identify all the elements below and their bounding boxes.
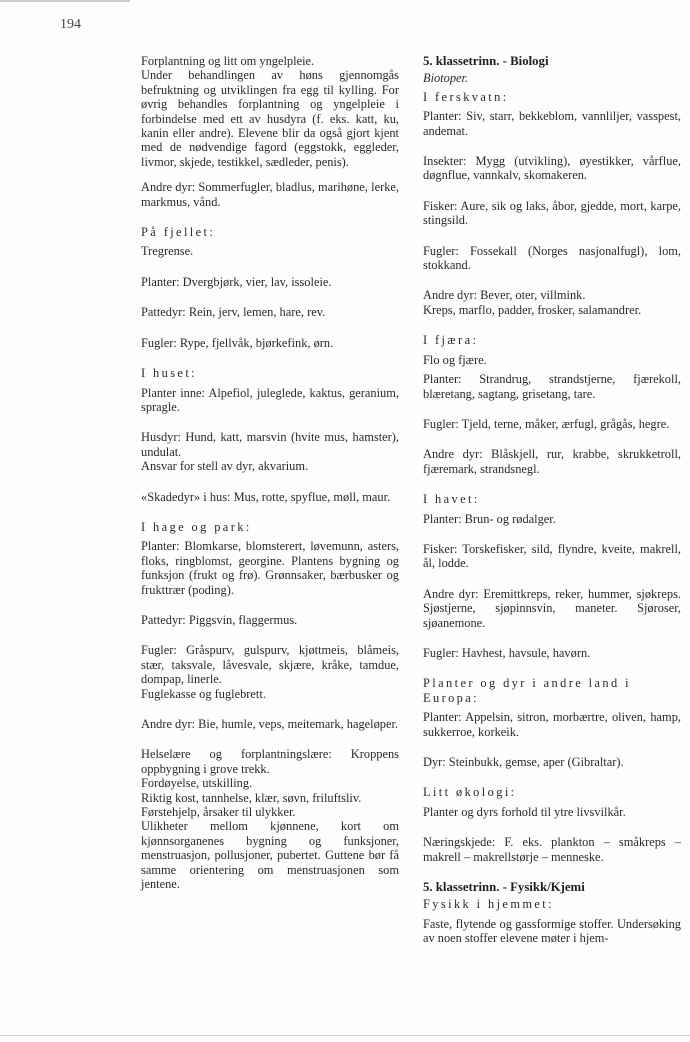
text-line: Husdyr: Hund, katt, marsvin (hvite mus, hamster), undulat. — [141, 430, 399, 459]
paragraph-forplantning — [141, 54, 399, 169]
fjaera-andre-dyr: Andre dyr: Blåskjell, rur, krabbe, skrukketroll, fjæremark, strandsnegl. — [423, 447, 681, 476]
europa-dyr: Dyr: Steinbukk, gemse, aper (Gibraltar). — [423, 755, 624, 769]
section-heading-fjaera: I fjæra: — [423, 333, 479, 348]
page-number: 194 — [60, 17, 81, 32]
fjellet-fugler: Fugler: Rype, fjellvåk, bjørkefink, ørn. — [141, 335, 334, 350]
text-line: Helselære og forplantningslære: Kroppens oppbygning i grove trekk. — [141, 747, 399, 776]
text-line: Forplantning og litt om yngelpleie. — [141, 54, 315, 68]
text-line: Ulikheter mellom kjønnene, kort om kjønnsorganenes bygning og funksjoner, menstruasjon, pollusjoner, pubertet. Guttene bør få samme orientering om menstruasjonen som jentene. — [141, 819, 399, 892]
havet-fisker: Fisker: Torskefisker, sild, flyndre, kveite, makrell, ål, lodde. — [423, 541, 681, 571]
text-line: Kreps, marflo, padder, frosker, salamandrer. — [423, 302, 642, 317]
text-line: Fugler: Gråspurv, gulspurv, kjøttmeis, blåmeis, stær, taksvale, låvesvale, skjære, kråke, tamdue, dompap, linerle. — [141, 643, 399, 687]
ferskvann-insekter: Insekter: Mygg (utvikling), øyestikker, vårflue, døgnflue, vannkalv, skomakeren. — [423, 154, 681, 183]
fjellet-planter: Planter: Dvergbjørk, vier, lav, issoleie. — [141, 274, 332, 289]
hage-fugler — [141, 643, 399, 701]
hage-pattedyr: Pattedyr: Piggsvin, flaggermus. — [141, 612, 298, 627]
text-line: Førstehjelp, årsaker til ulykker. — [141, 805, 296, 820]
text-line: Riktig kost, tannhelse, klær, søvn, friluftsliv. — [141, 790, 362, 805]
section-heading-hage: I hage og park: — [141, 519, 252, 534]
okologi-naeringskjede: Næringskjede: F. eks. plankton – småkreps – makrell – makrellstørje – menneske. — [423, 835, 681, 864]
hage-planter: Planter: Blomkarse, blomsterert, løvemunn, asters, floks, ringblomst, georgine. Plantens bygning og funksjon (frukt og frø). Grønnsaker, bærbusker og frukttrær (poding). — [141, 539, 399, 597]
right-column — [423, 54, 681, 957]
fjellet-text: Tregrense. — [141, 244, 194, 259]
text-line: Fuglekasse og fuglebrett. — [141, 686, 266, 701]
section-heading-havet: I havet: — [423, 492, 480, 507]
fjaera-fugler: Fugler: Tjeld, terne, måker, ærfugl, grågås, hegre. — [423, 416, 670, 431]
text-line: Ansvar for stell av dyr, akvarium. — [141, 459, 309, 474]
subheading-biotoper: Biotoper. — [423, 71, 469, 86]
europa-planter: Planter: Appelsin, sitron, morbærtre, oliven, hamp, sukkerroe, korkeik. — [423, 710, 681, 739]
top-rule — [0, 0, 130, 2]
heading-biologi: 5. klassetrinn. - Biologi — [423, 54, 549, 68]
section-heading-okologi: Litt økologi: — [423, 785, 517, 800]
hage-andre-dyr: Andre dyr: Bie, humle, veps, meitemark, hageløper. — [141, 717, 399, 731]
havet-fugler: Fugler: Havhest, havsule, havørn. — [423, 645, 591, 660]
huset-skadedyr: «Skadedyr» i hus: Mus, rotte, spyflue, møll, maur. — [141, 489, 391, 504]
havet-planter: Planter: Brun- og rødalger. — [423, 511, 556, 526]
section-heading-fjellet: På fjellet: — [141, 225, 216, 240]
ferskvann-planter: Planter: Siv, starr, bekkeblom, vannliljer, vasspest, andemat. — [423, 109, 681, 138]
text-line: Under behandlingen av høns gjennomgås befruktning og utviklingen fra egg til kylling. For øvrig behandles forplantning og yngelpleie i forbindelse med ett av husdyra (f. eks. katt, ku, kanin eller andre). Elevene blir da også gjort kjent med de nødvendige fagord (eggstokk, eggleder, livmor, skjede, testikkel, sædleder, penis). — [141, 68, 399, 169]
fjellet-pattedyr: Pattedyr: Rein, jerv, lemen, hare, rev. — [141, 305, 326, 320]
section-heading-fysikk: Fysikk i hjemmet: — [423, 897, 554, 912]
fysikk-text: Faste, flytende og gassformige stoffer. Undersøking av noen stoffer elevene møter i hjem- — [423, 916, 681, 946]
huset-husdyr — [141, 430, 399, 473]
section-heading-huset: I huset: — [141, 366, 198, 381]
section-heading-ferskvann: I ferskvatn: — [423, 89, 509, 104]
section-heading-europa: Planter og dyr i andre land i Europa: — [423, 676, 631, 705]
fjaera-planter: Planter: Strandrug, strandstjerne, fjærekoll, blæretang, sagtang, grisetang, tare. — [423, 372, 681, 401]
text-line: Fordøyelse, utskilling. — [141, 776, 253, 791]
heading-fysikk-kjemi: 5. klassetrinn. - Fysikk/Kjemi — [423, 880, 585, 895]
okologi-text: Planter og dyrs forhold til ytre livsvilkår. — [423, 804, 626, 819]
bottom-rule — [0, 1035, 690, 1036]
ferskvann-fisker: Fisker: Aure, sik og laks, åbor, gjedde, mort, karpe, stingsild. — [423, 198, 681, 228]
havet-andre-dyr: Andre dyr: Eremittkreps, reker, hummer, sjøkreps. Sjøstjerne, sjøpinnsvin, maneter. Sjøroser, sjøanemone. — [423, 586, 681, 630]
paragraph-helselaere — [141, 747, 399, 891]
paragraph-andre-dyr: Andre dyr: Sommerfugler, bladlus, marihøne, lerke, markmus, vånd. — [141, 180, 399, 209]
ferskvann-andre-dyr — [423, 288, 681, 317]
left-column — [141, 54, 399, 902]
fjaera-text: Flo og fjære. — [423, 352, 487, 367]
ferskvann-fugler: Fugler: Fossekall (Norges nasjonalfugl), lom, stokkand. — [423, 243, 681, 273]
text-line: Andre dyr: Bever, oter, villmink. — [423, 288, 586, 303]
huset-planter: Planter inne: Alpefiol, juleglede, kaktus, geranium, spragle. — [141, 385, 399, 414]
